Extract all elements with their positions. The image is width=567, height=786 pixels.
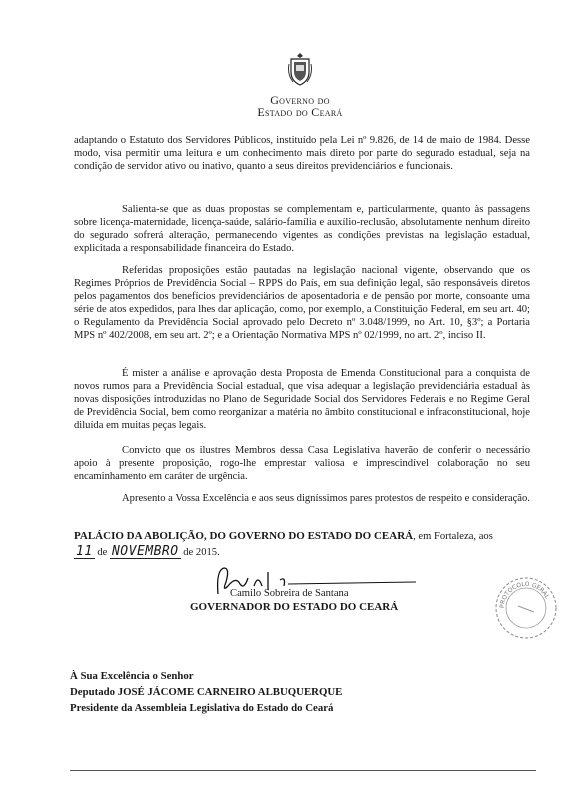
- letterhead-line-2: Estado do Ceará: [257, 105, 343, 119]
- paragraph-1: adaptando o Estatuto dos Servidores Públicos, instituído pela Lei nº 9.826, de 14 de maio de 1984. Desse modo, visa permitir uma leitura e um conhecimento mais direto por parte do segurado estadual, seja na condição de servidor ativo ou inativo, quanto a seus direitos previdenciários e funcionais.: [74, 135, 530, 172]
- addressee-salutation: À Sua Excelência o Senhor: [70, 670, 194, 682]
- addressee-name: Deputado JOSÉ JÁCOME CARNEIRO ALBUQUERQUE: [70, 686, 343, 698]
- signatory-title: GOVERNADOR DO ESTADO DO CEARÁ: [190, 601, 399, 613]
- handwritten-month: NOVEMBRO: [111, 544, 179, 559]
- date-year: de 2015.: [183, 547, 220, 558]
- footer-divider: [70, 770, 536, 771]
- paragraph-5: Convicto que os ilustres Membros dessa Casa Legislativa haverão de conferir o necessário apoio à presente proposição, rogo-lhe emprestar valiosa e imprescindível colaboração no seu encaminhamento em caráter de urgência.: [74, 445, 530, 482]
- protocol-stamp: [494, 576, 558, 640]
- paragraph-4: É mister a análise e aprovação desta Proposta de Emenda Constitucional para a conquista de novos rumos para a Previdência Social estadual, que visa adequar a legislação previdenciária estadual às novas disposições introduzidas no Plano de Seguridade Social dos Servidores Federais e no Regime Geral de Previdência Social, bem como reorganizar a matéria no âmbito constitucional e infraconstitucional, hoje diluída em muitas peças legais.: [74, 368, 530, 431]
- handwritten-day: 11: [76, 544, 93, 559]
- closing-place-bold: PALÁCIO DA ABOLIÇÃO, DO GOVERNO DO ESTADO DO CEARÁ: [74, 530, 414, 542]
- paragraph-3: Referidas proposições estão pautadas na legislação nacional vigente, observando que os Regimes Próprios de Previdência Social – RPPS do País, em sua definição legal, são responsáveis diretos pelos pagamentos dos benefícios previdenciários de aposentadoria e de pensão por morte, consoante uma série de atos expedidos, para lhes dar aplicação, como, por exemplo, a Constituição Federal, em seu art. 40; o Regulamento da Previdência Social aprovado pelo Decreto nº 3.048/1999, no Art. 10, §3º; a Portaria MPS nº 402/2008, em seu art. 2º; e a Orientação Normativa MPS nº 02/1999, no art. 2º, inciso II.: [74, 265, 530, 341]
- stamp-label: PROTOCOLO GERAL: [498, 580, 551, 609]
- letterhead-line-1: Governo do: [270, 93, 330, 107]
- paragraph-2: Salienta-se que as duas propostas se complementam e, particularmente, quanto às passagens sobre licença-maternidade, licença-saúde, salário-família e auxílio-reclusão, absolutamente nenhum direito do segurado sofrerá alteração, permanecendo vigentes as condições previstas na legislação estadual, explicitada a responsabilidade financeira do Estado.: [74, 204, 530, 254]
- ceara-coat-of-arms-icon: [287, 52, 313, 86]
- addressee-role: Presidente da Assembleia Legislativa do Estado do Ceará: [70, 702, 334, 714]
- date-de: de: [97, 547, 108, 558]
- paragraph-6: Apresento a Vossa Excelência e aos seus digníssimos pares protestos de respeito e consideração.: [122, 493, 530, 504]
- closing-date: [74, 546, 220, 559]
- closing-place-rest: , em Fortaleza, aos: [413, 531, 493, 542]
- signatory-name: Camilo Sobreira de Santana: [230, 588, 349, 599]
- closing-place: [74, 530, 534, 543]
